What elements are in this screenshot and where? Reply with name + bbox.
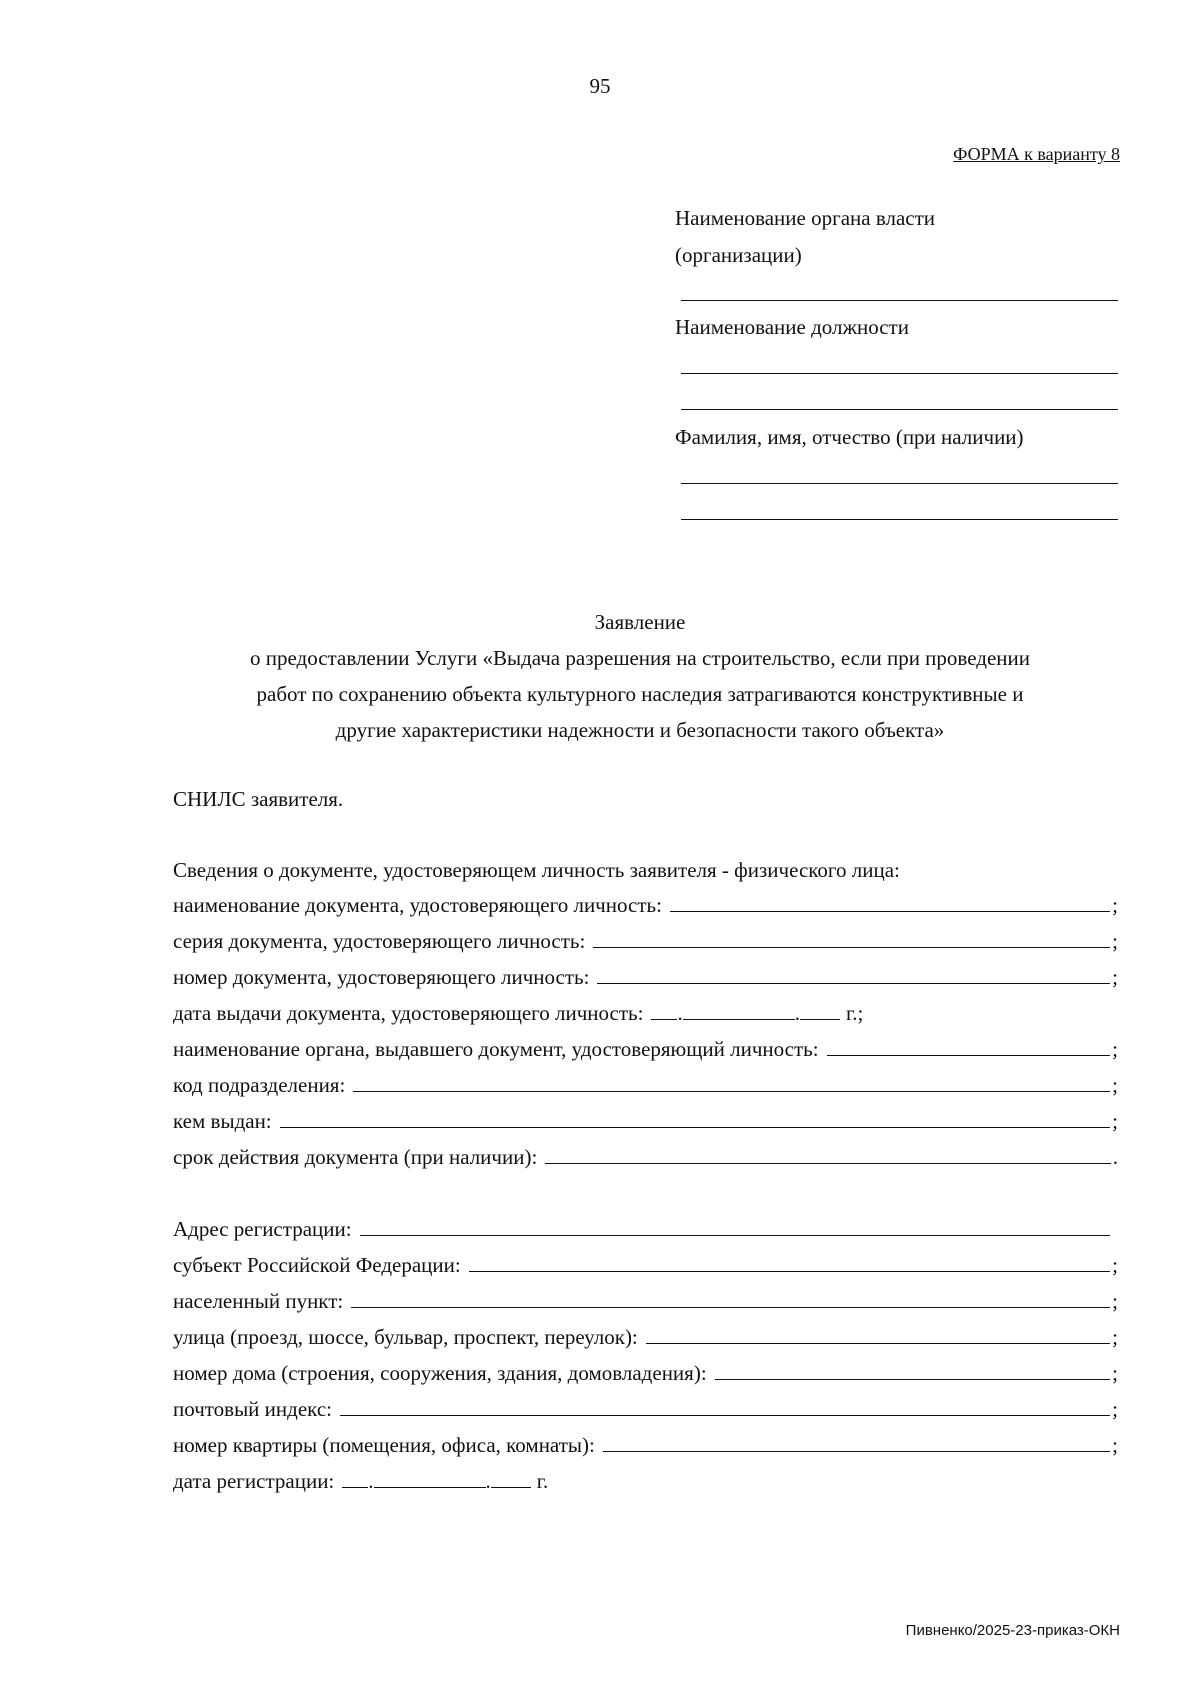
- field-end: ;: [1112, 1361, 1118, 1385]
- street-input-line[interactable]: [646, 1343, 1110, 1344]
- org-input-line[interactable]: [681, 300, 1118, 301]
- issue-day-input-line[interactable]: [651, 1019, 677, 1020]
- fullname-input-line-2[interactable]: [681, 519, 1118, 520]
- document-footer: Пивненко/2025-23-приказ-ОКН: [905, 1622, 1120, 1639]
- field-registration-address: [173, 1212, 1118, 1242]
- field-label: кем выдан:: [173, 1109, 272, 1133]
- field-end: ;: [1112, 1253, 1118, 1277]
- registration-address-input-line[interactable]: [360, 1235, 1110, 1236]
- field-end: ;: [1112, 1037, 1118, 1061]
- apartment-input-line[interactable]: [603, 1451, 1110, 1452]
- field-label: срок действия документа (при наличии):: [173, 1145, 538, 1169]
- field-label: улица (проезд, шоссе, бульвар, проспект, переулок):: [173, 1325, 638, 1349]
- field-region: [173, 1248, 1118, 1278]
- position-input-line-1[interactable]: [681, 373, 1118, 374]
- field-label: код подразделения:: [173, 1073, 346, 1097]
- field-end: ;: [1112, 1433, 1118, 1457]
- field-end: ;: [1112, 929, 1118, 953]
- field-street: [173, 1320, 1118, 1350]
- field-label: дата выдачи документа, удостоверяющего личность:: [173, 1001, 644, 1025]
- locality-input-line[interactable]: [351, 1307, 1110, 1308]
- issued-by-input-line[interactable]: [280, 1127, 1111, 1128]
- field-apartment: [173, 1428, 1118, 1458]
- issuing-authority-input-line[interactable]: [827, 1055, 1111, 1056]
- field-postal-code: [173, 1392, 1118, 1422]
- org-line1: Наименование органа власти: [675, 206, 935, 230]
- fullname-label: Фамилия, имя, отчество (при наличии): [675, 425, 1024, 449]
- reg-month-input-line[interactable]: [374, 1487, 486, 1488]
- field-end: ;: [1112, 1073, 1118, 1097]
- field-label: населенный пункт:: [173, 1289, 344, 1313]
- date-separator: .: [368, 1469, 374, 1493]
- fullname-input-line-1[interactable]: [681, 483, 1118, 484]
- snils-label: СНИЛС заявителя.: [173, 787, 344, 811]
- field-validity: [173, 1140, 1118, 1170]
- statement-title: [170, 604, 1110, 748]
- validity-input-line[interactable]: [545, 1163, 1110, 1164]
- date-separator: .: [794, 1001, 800, 1025]
- doc-number-input-line[interactable]: [597, 983, 1110, 984]
- title-line1: Заявление: [594, 610, 686, 634]
- date-separator: .: [677, 1001, 683, 1025]
- reg-year-input-line[interactable]: [491, 1487, 531, 1488]
- identity-heading: [173, 853, 1118, 883]
- field-end: ;: [1112, 893, 1118, 917]
- field-locality: [173, 1284, 1118, 1314]
- field-doc-number: [173, 960, 1118, 990]
- form-reference: ФОРМА к варианту 8: [953, 144, 1120, 164]
- date-suffix: г.: [536, 1469, 549, 1493]
- field-end: ;: [1112, 1397, 1118, 1421]
- issue-month-input-line[interactable]: [683, 1019, 795, 1020]
- field-doc-series: [173, 924, 1118, 954]
- field-end: ;: [1112, 965, 1118, 989]
- field-label: Адрес регистрации:: [173, 1217, 352, 1241]
- snils-line: [173, 782, 1118, 812]
- field-doc-issue-date: [173, 996, 1118, 1026]
- field-label: дата регистрации:: [173, 1469, 335, 1493]
- field-label: почтовый индекс:: [173, 1397, 332, 1421]
- identity-heading-text: Сведения о документе, удостоверяющем личность заявителя - физического лица:: [173, 858, 900, 882]
- title-line4: другие характеристики надежности и безопасности такого объекта»: [335, 718, 945, 742]
- department-code-input-line[interactable]: [353, 1091, 1110, 1092]
- field-label: наименование органа, выдавшего документ, удостоверяющий личность:: [173, 1037, 819, 1061]
- date-suffix: г.;: [845, 1001, 864, 1025]
- house-input-line[interactable]: [715, 1379, 1111, 1380]
- field-issued-by: [173, 1104, 1118, 1134]
- date-separator: .: [485, 1469, 491, 1493]
- issue-year-input-line[interactable]: [800, 1019, 840, 1020]
- postal-code-input-line[interactable]: [340, 1415, 1110, 1416]
- field-label: номер квартиры (помещения, офиса, комнаты):: [173, 1433, 595, 1457]
- page-number: 95: [589, 74, 611, 98]
- field-department-code: [173, 1068, 1118, 1098]
- org-line2: (организации): [675, 243, 802, 267]
- field-end: ;: [1112, 1289, 1118, 1313]
- doc-name-input-line[interactable]: [670, 911, 1110, 912]
- addressee-org-label: [675, 200, 1120, 274]
- region-input-line[interactable]: [469, 1271, 1110, 1272]
- field-end: .: [1112, 1145, 1118, 1169]
- field-end: ;: [1112, 1109, 1118, 1133]
- field-end: ;: [1112, 1325, 1118, 1349]
- field-issuing-authority: [173, 1032, 1118, 1062]
- field-registration-date: [173, 1464, 1118, 1494]
- title-line2: о предоставлении Услуги «Выдача разрешения на строительство, если при проведении: [250, 646, 1030, 670]
- field-house: [173, 1356, 1118, 1386]
- position-label: Наименование должности: [675, 315, 909, 339]
- field-label: номер дома (строения, сооружения, здания, домовладения):: [173, 1361, 707, 1385]
- reg-day-input-line[interactable]: [342, 1487, 368, 1488]
- title-line3: работ по сохранению объекта культурного наследия затрагиваются конструктивные и: [256, 682, 1024, 706]
- field-label: номер документа, удостоверяющего личность:: [173, 965, 590, 989]
- field-label: серия документа, удостоверяющего личность:: [173, 929, 586, 953]
- doc-series-input-line[interactable]: [593, 947, 1110, 948]
- field-doc-name: [173, 888, 1118, 918]
- field-label: субъект Российской Федерации:: [173, 1253, 461, 1277]
- field-label: наименование документа, удостоверяющего личность:: [173, 893, 662, 917]
- position-input-line-2[interactable]: [681, 409, 1118, 410]
